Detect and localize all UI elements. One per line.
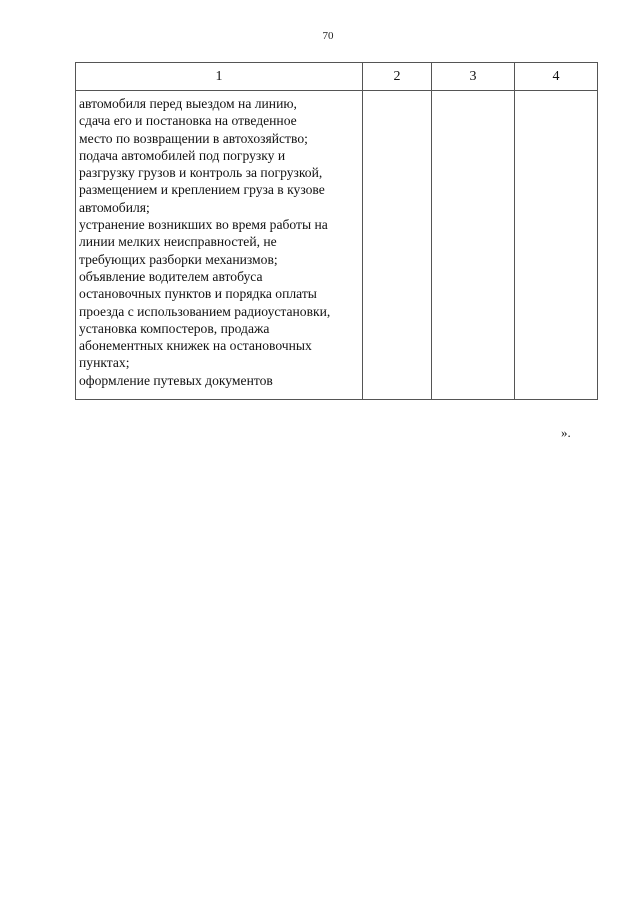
column-header-3: 3 (432, 63, 515, 91)
column-header-4: 4 (515, 63, 598, 91)
text-line: устранение возникших во время работы на (79, 217, 328, 233)
closing-quote-mark: ». (561, 425, 571, 440)
duties-cell (76, 91, 363, 400)
document-table (75, 62, 598, 400)
text-line: место по возвращении в автохозяйство; (79, 130, 308, 146)
text-line: автомобиля перед выездом на линию, (79, 96, 297, 111)
text-line: размещением и креплением груза в кузове (79, 182, 325, 198)
empty-cell-col2 (363, 91, 432, 400)
empty-cell-col4 (515, 91, 598, 400)
text-line: установка компостеров, продажа (79, 320, 270, 336)
text-line: сдача его и постановка на отведенное (79, 113, 297, 129)
text-line: подача автомобилей под погрузку и (79, 147, 286, 163)
table-row (76, 91, 598, 400)
page-number: 70 (322, 30, 334, 42)
column-header-2: 2 (363, 63, 432, 91)
empty-cell-col3 (432, 91, 515, 400)
text-line: абонементных книжек на остановочных (79, 338, 312, 354)
column-header-1: 1 (76, 63, 363, 91)
text-line: линии мелких неисправностей, не (79, 234, 277, 250)
text-line: объявление водителем автобуса (79, 268, 263, 284)
text-line: остановочных пунктов и порядка оплаты (79, 286, 317, 302)
text-line: разгрузку грузов и контроль за погрузкой, (79, 165, 323, 181)
text-line: проезда с использованием радиоустановки, (79, 303, 331, 319)
text-line: оформление путевых документов (79, 372, 273, 388)
text-line: автомобиля; (79, 199, 150, 215)
text-line: пунктах; (79, 355, 130, 371)
table-header-row (76, 63, 598, 91)
text-line: требующих разборки механизмов; (79, 251, 278, 267)
